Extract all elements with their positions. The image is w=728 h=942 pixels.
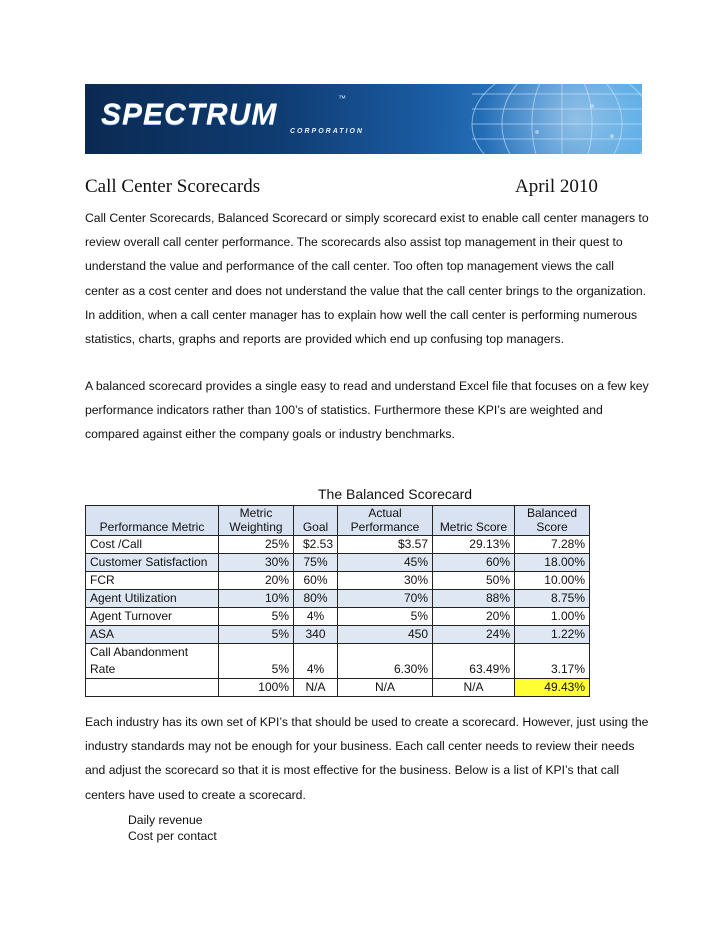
cell-weighting: 20%: [219, 572, 294, 590]
table-row: [86, 590, 590, 608]
cell-score: 63.49%: [433, 644, 515, 679]
spectrum-logo: SPECTRUM: [101, 98, 278, 131]
header-balanced-score: Balanced Score: [515, 506, 590, 536]
total-weighting: 100%: [219, 679, 294, 697]
cell-actual: 450: [338, 626, 433, 644]
cell-weighting: 5%: [219, 608, 294, 626]
cell-metric: ASA: [86, 626, 219, 644]
document-title: Call Center Scorecards: [85, 176, 261, 197]
header-actual-performance: Actual Performance: [338, 506, 433, 536]
cell-balanced: 1.22%: [515, 626, 590, 644]
header-goal: Goal: [294, 506, 338, 536]
list-item: Cost per contact: [128, 829, 217, 843]
company-banner: [85, 84, 642, 154]
table-row: [86, 572, 590, 590]
total-actual: N/A: [338, 679, 433, 697]
balanced-scorecard-table: [85, 505, 590, 697]
cell-balanced: 10.00%: [515, 572, 590, 590]
cell-metric: FCR: [86, 572, 219, 590]
cell-actual: 6.30%: [338, 644, 433, 679]
cell-actual: 45%: [338, 554, 433, 572]
cell-goal: 340: [294, 626, 338, 644]
intro-text: Call Center Scorecards, Balanced Scorecard or simply scorecard exist to enable call center managers to review overall call center performance. The scorecards also assist top management in their quest to understand the value and performance of the call center. Too often top management views the call center as a cost center and does not understand the value that the call center brings to the organization. In addition, when a call center manager has to explain how well the call center is performing numerous statistics, charts, graphs and reports are provided which end up confusing top managers.: [85, 211, 649, 347]
cell-goal: 4%: [294, 608, 338, 626]
cell-score: 88%: [433, 590, 515, 608]
cell-balanced: 3.17%: [515, 644, 590, 679]
list-item: Daily revenue: [128, 813, 203, 827]
cell-balanced: 7.28%: [515, 536, 590, 554]
cell-goal: $2.53: [294, 536, 338, 554]
total-balanced-score: 49.43%: [515, 679, 590, 697]
industry-kpi-paragraph: [85, 710, 650, 807]
table-title: The Balanced Scorecard: [318, 486, 473, 502]
total-score: N/A: [433, 679, 515, 697]
cell-balanced: 1.00%: [515, 608, 590, 626]
balanced-scorecard-paragraph: [85, 374, 650, 447]
table-header-row: [86, 506, 590, 536]
cell-balanced: 18.00%: [515, 554, 590, 572]
cell-actual: $3.57: [338, 536, 433, 554]
kpi-list: [128, 812, 217, 844]
cell-metric: Call Abandonment Rate: [86, 644, 219, 679]
cell-score: 20%: [433, 608, 515, 626]
cell-weighting: 5%: [219, 626, 294, 644]
globe-graphic: [442, 84, 642, 154]
document-date: April 2010: [515, 176, 598, 197]
header-metric-weighting: Metric Weighting: [219, 506, 294, 536]
cell-weighting: 25%: [219, 536, 294, 554]
cell-balanced: 8.75%: [515, 590, 590, 608]
corporation-label: CORPORATION: [290, 128, 364, 135]
cell-actual: 30%: [338, 572, 433, 590]
total-goal: N/A: [294, 679, 338, 697]
intro-paragraph: [85, 206, 650, 351]
cell-score: 29.13%: [433, 536, 515, 554]
cell-actual: 5%: [338, 608, 433, 626]
cell-weighting: 10%: [219, 590, 294, 608]
cell-score: 60%: [433, 554, 515, 572]
cell-weighting: 5%: [219, 644, 294, 679]
cell-metric: Agent Utilization: [86, 590, 219, 608]
cell-metric: Cost /Call: [86, 536, 219, 554]
table-row: [86, 608, 590, 626]
cell-weighting: 30%: [219, 554, 294, 572]
title-row: [85, 176, 645, 200]
industry-kpi-text: Each industry has its own set of KPI’s that should be used to create a scorecard. However, just using the industry standards may not be enough for your business. Each call center needs to review their needs and adjust the scorecard so that it is most effective for the business. Below is a list of KPI’s that call centers have used to create a scorecard.: [85, 715, 649, 802]
table-row: [86, 536, 590, 554]
trademark-mark: ™: [338, 94, 346, 103]
cell-goal: 60%: [294, 572, 338, 590]
table-row: [86, 626, 590, 644]
cell-goal: 75%: [294, 554, 338, 572]
header-metric-score: Metric Score: [433, 506, 515, 536]
table-row: [86, 644, 590, 679]
cell-goal: 4%: [294, 644, 338, 679]
cell-score: 50%: [433, 572, 515, 590]
header-performance-metric: Performance Metric: [86, 506, 219, 536]
balanced-scorecard-text: A balanced scorecard provides a single easy to read and understand Excel file that focuses on a few key performance indicators rather than 100’s of statistics. Furthermore these KPI’s are weighted and compared against either the company goals or industry benchmarks.: [85, 379, 649, 442]
cell-metric: Customer Satisfaction: [86, 554, 219, 572]
table-row: [86, 554, 590, 572]
cell-metric-empty: [86, 679, 219, 697]
table-totals-row: [86, 679, 590, 697]
cell-actual: 70%: [338, 590, 433, 608]
cell-goal: 80%: [294, 590, 338, 608]
cell-score: 24%: [433, 626, 515, 644]
cell-metric: Agent Turnover: [86, 608, 219, 626]
